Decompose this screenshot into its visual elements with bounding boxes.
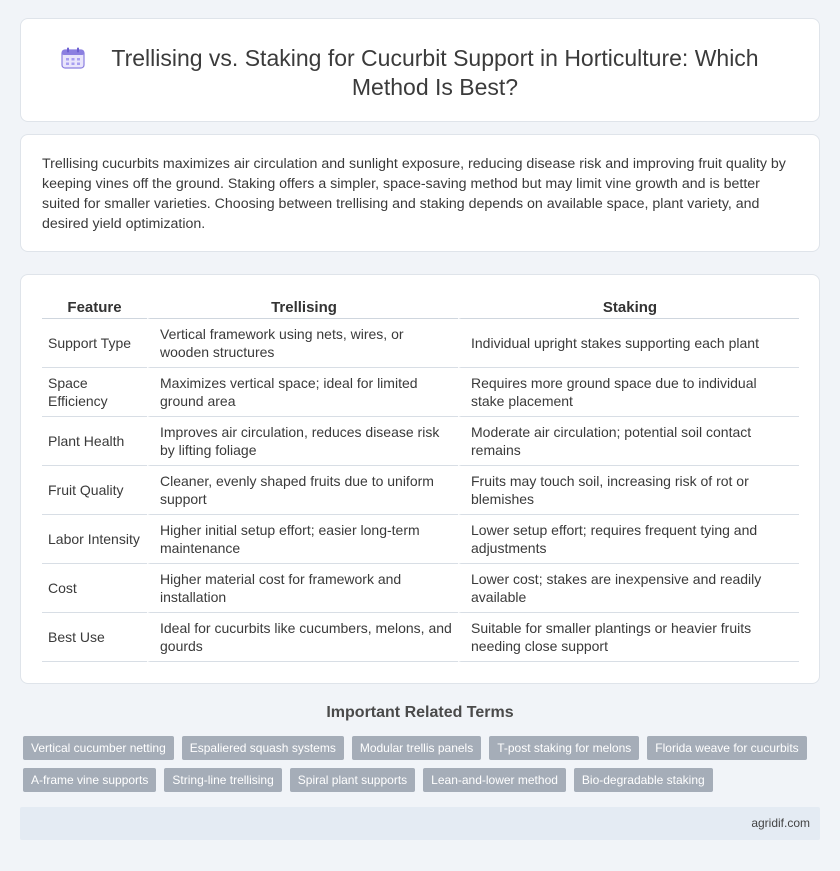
comparison-table — [42, 293, 799, 662]
staking-cell: Lower cost; stakes are inexpensive and readily available — [458, 564, 799, 613]
staking-cell: Individual upright stakes supporting each plant — [458, 319, 799, 368]
staking-cell: Moderate air circulation; potential soil contact remains — [458, 417, 799, 466]
related-term-tag[interactable]: Espaliered squash systems — [182, 736, 344, 760]
related-terms-heading: Important Related Terms — [326, 704, 514, 721]
feature-cell: Best Use — [42, 613, 147, 662]
related-term-tag[interactable]: Vertical cucumber netting — [23, 736, 174, 760]
trellising-cell: Higher initial setup effort; easier long-term maintenance — [147, 515, 458, 564]
comparison-card — [20, 274, 820, 684]
trellising-cell: Maximizes vertical space; ideal for limited ground area — [147, 368, 458, 417]
trellising-cell: Higher material cost for framework and installation — [147, 564, 458, 613]
table-row — [42, 466, 799, 515]
trellising-cell: Vertical framework using nets, wires, or wooden structures — [147, 319, 458, 368]
related-term-tag[interactable]: A-frame vine supports — [23, 768, 156, 792]
feature-cell: Plant Health — [42, 417, 147, 466]
intro-card — [20, 134, 820, 252]
related-term-tag[interactable]: Bio-degradable staking — [574, 768, 713, 792]
footer-site-link[interactable]: agridif.com — [751, 816, 810, 830]
related-term-tag[interactable]: T-post staking for melons — [489, 736, 639, 760]
staking-cell: Suitable for smaller plantings or heavier fruits needing close support — [458, 613, 799, 662]
feature-cell: Fruit Quality — [42, 466, 147, 515]
intro-paragraph: Trellising cucurbits maximizes air circulation and sunlight exposure, reducing disease risk and improving fruit quality by keeping vines off the ground. Staking offers a simpler, space-saving method but may limit vine growth and is better suited for smaller varieties. Choosing between trellising and staking depends on available space, plant variety, and desired yield optimization. — [42, 156, 786, 232]
feature-cell: Cost — [42, 564, 147, 613]
related-term-tag[interactable]: Florida weave for cucurbits — [647, 736, 806, 760]
table-header-row — [42, 293, 799, 319]
trellising-cell: Cleaner, evenly shaped fruits due to uniform support — [147, 466, 458, 515]
page-title: Trellising vs. Staking for Cucurbit Support in Horticulture: Which Method Is Best? — [111, 45, 759, 100]
table-row — [42, 515, 799, 564]
table-row — [42, 368, 799, 417]
staking-cell: Fruits may touch soil, increasing risk of rot or blemishes — [458, 466, 799, 515]
footer-bar — [20, 807, 820, 840]
table-row — [42, 613, 799, 662]
header-feature: Feature — [42, 293, 147, 319]
related-term-tag[interactable]: String-line trellising — [164, 768, 281, 792]
related-term-tag[interactable]: Lean-and-lower method — [423, 768, 566, 792]
table-row — [42, 564, 799, 613]
trellising-cell: Improves air circulation, reduces disease risk by lifting foliage — [147, 417, 458, 466]
table-row — [42, 417, 799, 466]
related-term-tag[interactable]: Modular trellis panels — [352, 736, 481, 760]
title-card — [20, 18, 820, 122]
header-trellising: Trellising — [147, 293, 458, 319]
related-terms-list — [23, 736, 823, 792]
staking-cell: Lower setup effort; requires frequent tying and adjustments — [458, 515, 799, 564]
related-term-tag[interactable]: Spiral plant supports — [290, 768, 415, 792]
table-row — [42, 319, 799, 368]
trellising-cell: Ideal for cucurbits like cucumbers, melons, and gourds — [147, 613, 458, 662]
feature-cell: Space Efficiency — [42, 368, 147, 417]
feature-cell: Support Type — [42, 319, 147, 368]
feature-cell: Labor Intensity — [42, 515, 147, 564]
header-staking: Staking — [458, 293, 799, 319]
staking-cell: Requires more ground space due to individual stake placement — [458, 368, 799, 417]
